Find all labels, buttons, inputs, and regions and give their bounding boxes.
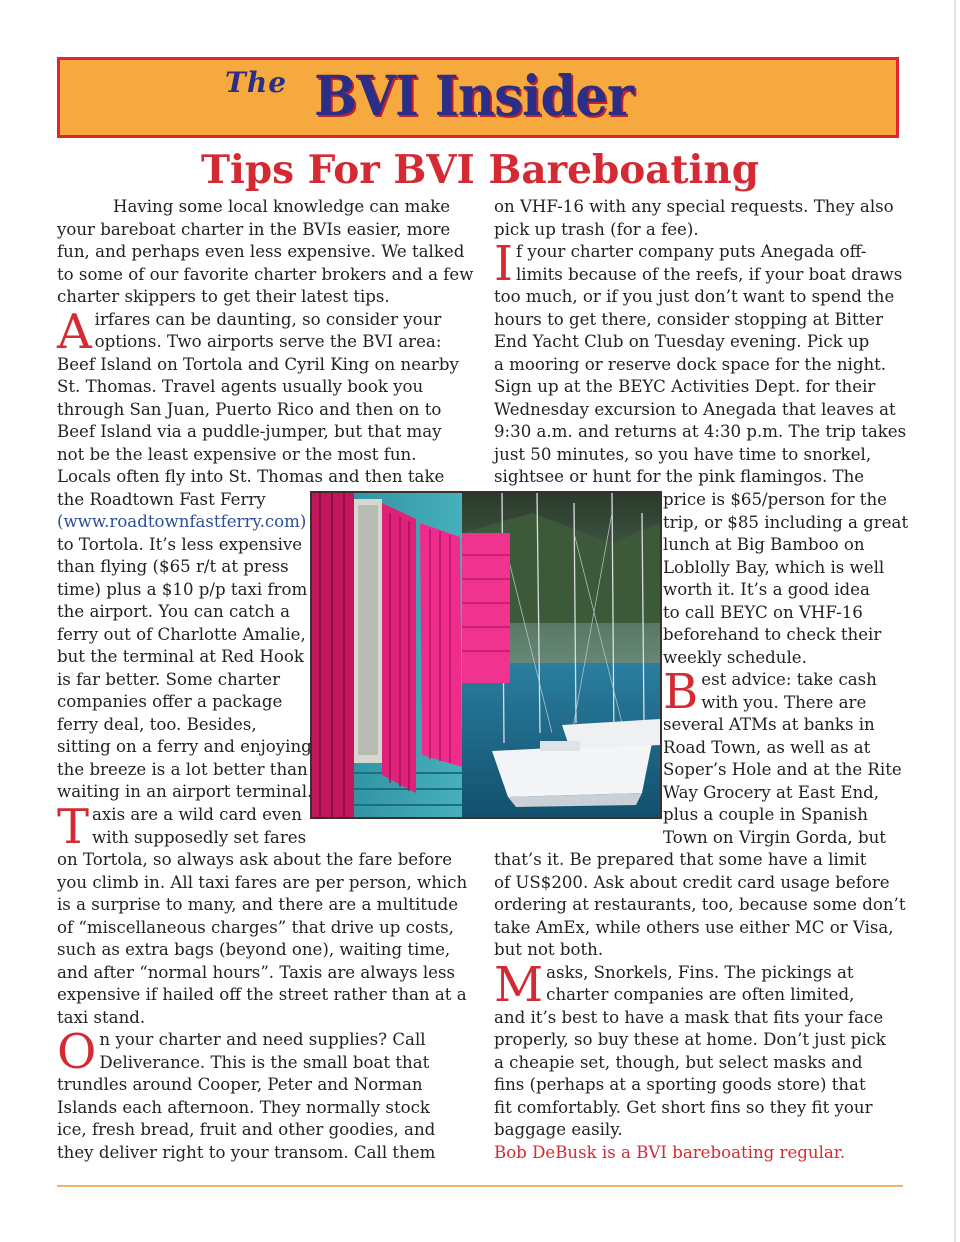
taxis-line: on Tortola, so always ask about the fare before <box>57 850 453 869</box>
taxis-line: axis are a wild card even <box>92 805 302 824</box>
airfares-line: the Roadtown Fast Ferry <box>57 489 266 509</box>
article-headline: Tips For BVI Bareboating <box>201 147 759 193</box>
anegada-line: End Yacht Club on Tuesday evening. Pick up <box>494 332 870 351</box>
drop-cap: I <box>494 236 513 292</box>
intro-line: fun, and perhaps even less expensive. We talked <box>57 242 465 261</box>
airfares-line: but the terminal at Red Hook <box>57 647 304 666</box>
intro-line: your bareboat charter in the BVIs easier, more <box>57 219 451 239</box>
column-left-lower <box>57 799 468 1164</box>
supplies-line: they deliver right to your transom. Call them <box>57 1142 436 1162</box>
taxis-line: is a surprise to many, and there are a multitude <box>57 895 459 914</box>
anegada-line: Wednesday excursion to Anegada that leaves at <box>494 399 896 419</box>
supplies-line: Deliverance. This is the small boat that <box>99 1052 430 1072</box>
masks-line: fit comfortably. Get short fins so they fit your <box>494 1097 873 1117</box>
masks-line: charter companies are often limited, <box>546 985 855 1004</box>
airfares-line: ferry deal, too. Besides, <box>57 714 257 734</box>
column-right-upper <box>494 196 906 489</box>
airfares-line: is far better. Some charter <box>57 669 281 689</box>
airfares-line: to Tortola. It’s less expensive <box>57 534 303 554</box>
anegada-line: 9:30 a.m. and returns at 4:30 p.m. The trip takes <box>494 422 907 441</box>
airfares-line: Beef Island via a puddle-jumper, but that may <box>57 422 442 441</box>
anegada-paragraph-start <box>494 236 906 292</box>
intro-line: to some of our favorite charter brokers and a few <box>57 264 474 284</box>
cash-line: est advice: take cash <box>701 670 877 689</box>
anegada-line: hours to get there, consider stopping at Bitter <box>494 309 884 329</box>
anegada-line: worth it. It’s a good idea <box>663 580 870 599</box>
airfares-line: irfares can be daunting, so consider your <box>94 309 442 329</box>
drop-cap: O <box>57 1024 97 1080</box>
airfares-line: ferry out of Charlotte Amalie, <box>57 624 306 644</box>
supplies-line: Islands each afternoon. They normally stock <box>57 1097 430 1117</box>
masthead-banner <box>57 57 899 138</box>
harbor-photo-illustration <box>312 493 660 817</box>
anegada-line: Loblolly Bay, which is well <box>663 557 885 577</box>
taxis-line: and after “normal hours”. Taxis are always less <box>57 962 456 982</box>
taxis-line: you climb in. All taxi fares are per person, which <box>57 872 468 892</box>
masks-line: and it’s best to have a mask that fits your face <box>494 1007 884 1027</box>
anegada-line: a mooring or reserve dock space for the night. <box>494 354 887 374</box>
airfares-line: options. Two airports serve the BVI area: <box>94 332 442 351</box>
anegada-line: just 50 minutes, so you have time to snorkel, <box>494 444 872 464</box>
supplies-line: ice, fresh bread, fruit and other goodies, and <box>57 1120 436 1139</box>
airfares-line: the airport. You can catch a <box>57 602 290 621</box>
airfares-line: St. Thomas. Travel agents usually book you <box>57 377 424 396</box>
cash-line: Road Town, as well as at <box>663 737 871 757</box>
masks-line: baggage easily. <box>494 1120 623 1139</box>
supplies-line: on VHF-16 with any special requests. They also <box>494 197 894 216</box>
masthead-title: BVI Insider <box>314 63 634 128</box>
ferry-website-link[interactable]: (www.roadtownfastferry.com) <box>57 512 307 531</box>
drop-cap: B <box>663 664 699 720</box>
masks-line: properly, so buy these at home. Don’t just pick <box>494 1030 886 1049</box>
airfares-line: Locals often fly into St. Thomas and then take <box>57 467 445 486</box>
anegada-line: too much, or if you just don’t want to spend the <box>494 287 895 306</box>
taxis-line: such as extra bags (beyond one), waiting time, <box>57 940 451 959</box>
cash-paragraph-start <box>663 664 908 720</box>
airfares-paragraph-start <box>57 303 473 360</box>
column-right-lower <box>494 849 906 1164</box>
drop-cap: M <box>494 956 544 1013</box>
anegada-line: Sign up at the BEYC Activities Dept. for their <box>494 377 876 396</box>
drop-cap: T <box>57 799 90 855</box>
masks-line: asks, Snorkels, Fins. The pickings at <box>546 962 854 982</box>
column-right-narrow <box>663 489 908 849</box>
anegada-line: price is $65/person for the <box>663 490 887 509</box>
cash-line: of US$200. Ask about credit card usage before <box>494 872 890 892</box>
cash-line: Soper’s Hole and at the Rite <box>663 760 902 779</box>
anegada-line: limits because of the reefs, if your boat draws <box>515 264 903 284</box>
cash-line: several ATMs at banks in <box>663 715 875 734</box>
cash-line: take AmEx, while others use either MC or Visa, <box>494 917 894 937</box>
cash-line: Way Grocery at East End, <box>663 782 880 802</box>
cash-line: Town on Virgin Gorda, but <box>663 827 886 847</box>
supplies-line: trundles around Cooper, Peter and Norman <box>57 1075 423 1094</box>
harbor-photo <box>310 491 662 819</box>
anegada-line: f your charter company puts Anegada off- <box>515 242 867 261</box>
taxis-line: of “miscellaneous charges” that drive up costs, <box>57 917 454 937</box>
airfares-line: waiting in an airport terminal. <box>57 782 313 801</box>
drop-cap: A <box>57 303 92 360</box>
airfares-line: through San Juan, Puerto Rico and then on to <box>57 399 442 419</box>
airfares-line: time) plus a $10 p/p taxi from <box>57 579 308 599</box>
cash-line: with you. There are <box>701 692 867 712</box>
anegada-line: weekly schedule. <box>663 647 807 667</box>
anegada-line: trip, or $85 including a great <box>663 512 909 532</box>
intro-line: charter skippers to get their latest tips. <box>57 287 390 306</box>
masks-paragraph-start <box>494 956 906 1013</box>
masks-line: fins (perhaps at a sporting goods store) that <box>494 1075 866 1094</box>
airfares-line: Beef Island on Tortola and Cyril King on nearby <box>57 354 459 374</box>
anegada-line: to call BEYC on VHF-16 <box>663 602 863 622</box>
author-byline: Bob DeBusk is a BVI bareboating regular. <box>494 1142 846 1162</box>
airfares-line: companies offer a package <box>57 692 283 711</box>
cash-line: that’s it. Be prepared that some have a limit <box>494 850 867 869</box>
masks-line: a cheapie set, though, but select masks and <box>494 1052 863 1072</box>
cash-line: plus a couple in Spanish <box>663 805 868 824</box>
intro-line: Having some local knowledge can make <box>113 197 451 216</box>
taxis-line: with supposedly set fares <box>92 827 307 847</box>
taxis-line: taxi stand. <box>57 1007 146 1027</box>
taxis-line: expensive if hailed off the street rather than at a <box>57 985 467 1004</box>
masthead-the: The <box>225 66 288 99</box>
anegada-line: lunch at Big Bamboo on <box>663 535 865 554</box>
supplies-line: pick up trash (for a fee). <box>494 219 699 239</box>
footer-rule <box>57 1185 903 1187</box>
cash-line: ordering at restaurants, too, because some don’t <box>494 895 906 914</box>
airfares-line: than flying ($65 r/t at press <box>57 557 289 576</box>
airfares-line: the breeze is a lot better than <box>57 759 308 779</box>
cash-line: but not both. <box>494 940 604 959</box>
airfares-line: sitting on a ferry and enjoying <box>57 737 312 756</box>
airfares-line: not be the least expensive or the most fun. <box>57 444 417 464</box>
anegada-line: sightsee or hunt for the pink flamingos. The <box>494 467 865 486</box>
supplies-paragraph-start <box>57 1024 467 1080</box>
supplies-line: n your charter and need supplies? Call <box>99 1030 426 1049</box>
anegada-line: beforehand to check their <box>663 625 882 644</box>
